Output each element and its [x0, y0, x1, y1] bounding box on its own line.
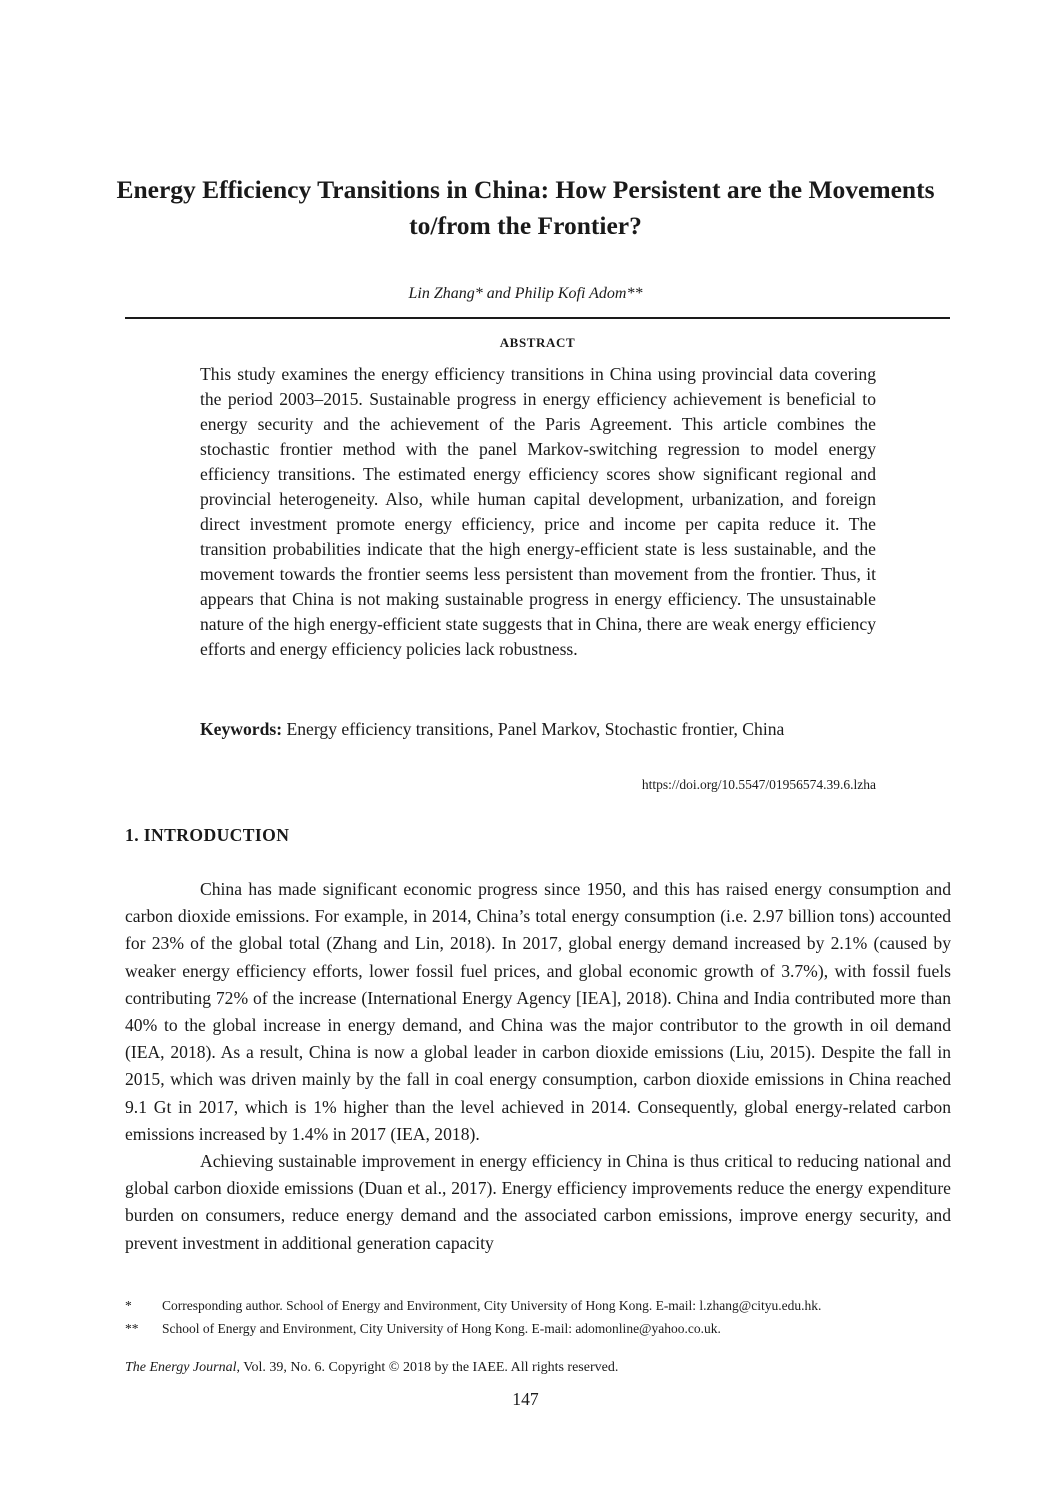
- page-number: 147: [512, 1389, 539, 1409]
- footnote: [125, 1294, 951, 1317]
- abstract-text: This study examines the energy efficiency transitions in China using provincial data covering the period 2003–2015. Sustainable progress in energy efficiency achievement is beneficial to energy security and the achievement of the Paris Agreement. This article combines the stochastic frontier method with the panel Markov-switching regression to model energy efficiency transitions. The estimated energy efficiency scores show significant regional and provincial heterogeneity. Also, while human capital development, urbanization, and foreign direct investment promote energy efficiency, price and income per capita reduce it. The transition probabilities indicate that the high energy-efficient state is less sustainable, and the movement towards the frontier seems less persistent than movement from the frontier. Thus, it appears that China is not making sustainable progress in energy efficiency. The unsustainable nature of the high energy-efficient state suggests that in China, there are weak energy efficiency efforts and energy efficiency policies lack robustness.: [200, 364, 876, 659]
- keywords-text: Energy efficiency transitions, Panel Markov, Stochastic frontier, China: [286, 719, 785, 739]
- keywords: [200, 717, 876, 742]
- section-body: [125, 876, 951, 1257]
- footnote: [125, 1317, 951, 1340]
- horizontal-rule: [125, 317, 950, 319]
- abstract-heading: ABSTRACT: [499, 335, 576, 350]
- journal-copyright: , Vol. 39, No. 6. Copyright © 2018 by the IAEE. All rights reserved.: [236, 1360, 619, 1375]
- doi-link[interactable]: https://doi.org/10.5547/01956574.39.6.lzha: [641, 777, 876, 792]
- journal-name: The Energy Journal: [125, 1360, 237, 1375]
- journal-footer: [125, 1358, 951, 1378]
- keywords-label: Keywords:: [200, 719, 283, 739]
- body-paragraph: China has made significant economic progress since 1950, and this has raised energy consumption and carbon dioxide emissions. For example, in 2014, China’s total energy consumption (i.e. 2.97 billion tons) accounted for 23% of the global total (Zhang and Lin, 2018). In 2017, global energy demand increased by 2.1% (caused by weaker energy efficiency efforts, lower fossil fuel prices, and global economic growth of 3.7%), with fossil fuels contributing 72% of the increase (International Energy Agency [IEA], 2018). China and India contributed more than 40% to the global increase in energy demand, and China was the major contributor to the growth in oil demand (IEA, 2018). As a result, China is now a global leader in carbon dioxide emissions (Liu, 2015). Despite the fall in 2015, which was driven mainly by the fall in coal energy consumption, carbon dioxide emissions in China reached 9.1 Gt in 2017, which is 1% higher than the level achieved in 2014. Consequently, global energy-related carbon emissions increased by 1.4% in 2017 (IEA, 2018).: [125, 879, 951, 1144]
- footnote-mark: **: [125, 1321, 139, 1336]
- body-paragraph: Achieving sustainable improvement in energy efficiency in China is thus critical to reducing national and global carbon dioxide emissions (Duan et al., 2017). Energy efficiency improvements reduce the energy expenditure burden on consumers, reduce energy demand and the associated carbon emissions, improve energy security, and prevent investment in additional generation capacity: [125, 1151, 951, 1253]
- footnote-text: School of Energy and Environment, City University of Hong Kong. E-mail: adomonline@yahoo.co.uk.: [162, 1321, 721, 1336]
- footnote-text: Corresponding author. School of Energy and Environment, City University of Hong Kong. E-mail: l.zhang@cityu.edu.hk.: [162, 1298, 822, 1313]
- footnote-mark: *: [125, 1298, 132, 1313]
- section-heading: 1. INTRODUCTION: [125, 825, 290, 845]
- footnotes: [125, 1294, 951, 1340]
- paper-title: Energy Efficiency Transitions in China: How Persistent are the Movements to/from the Frontier?: [116, 175, 935, 240]
- author-line: Lin Zhang* and Philip Kofi Adom**: [408, 285, 643, 302]
